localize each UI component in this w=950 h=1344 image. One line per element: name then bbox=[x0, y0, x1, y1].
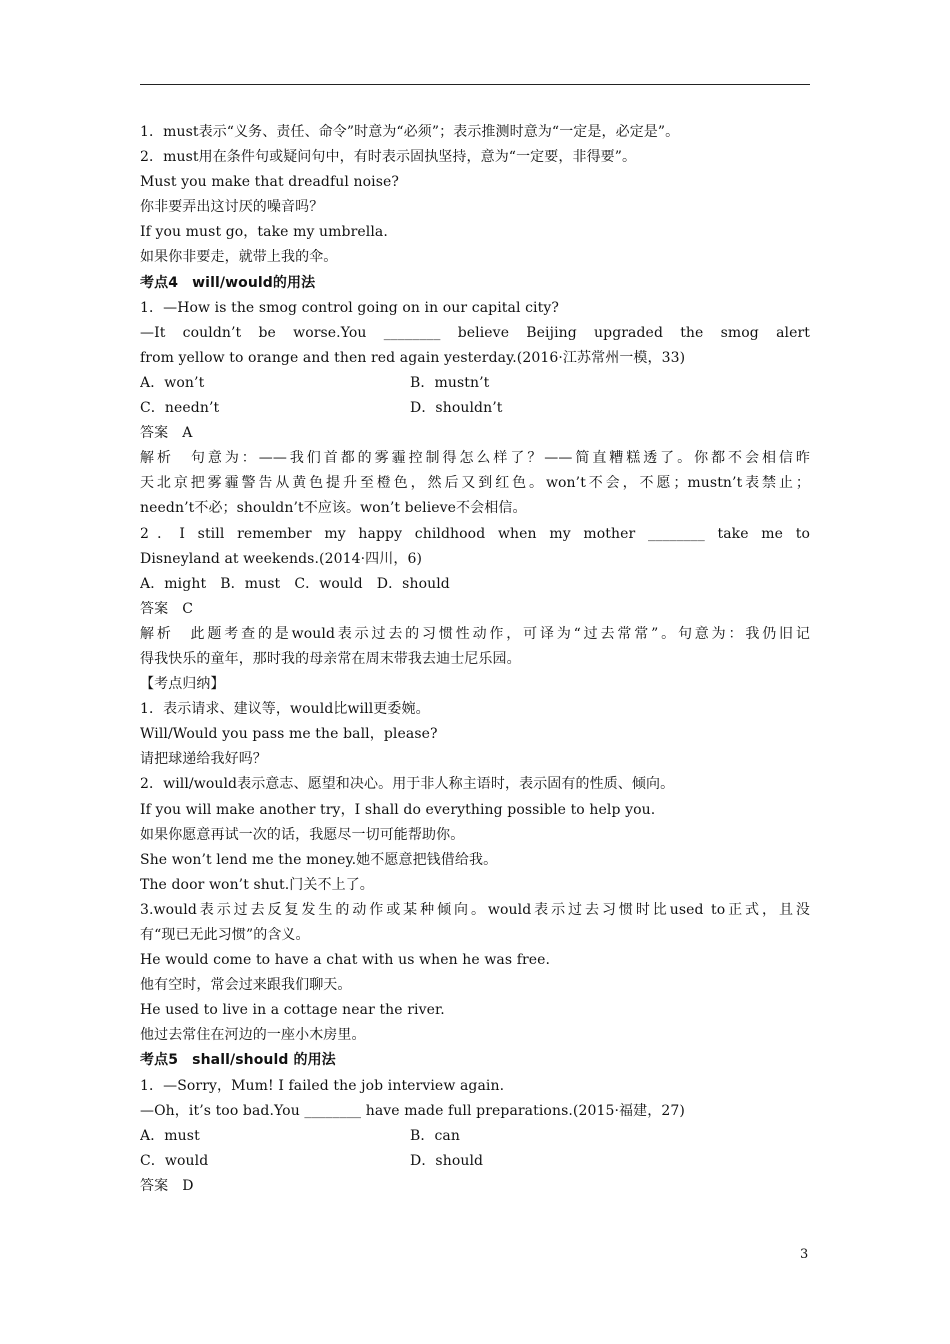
text-line: 你非要弄出这讨厌的噪音吗？ bbox=[140, 199, 324, 216]
text-line: Disneyland at weekends.(2014·四川，6) bbox=[140, 550, 423, 567]
option-left: C．needn’t bbox=[140, 400, 220, 417]
text-line: 解析 此题考查的是would表示过去的习惯性动作，可译为“过去常常”。句意为：我仍旧记 bbox=[140, 625, 810, 642]
text-line: The door won’t shut.门关不上了。 bbox=[140, 876, 374, 893]
text-line: 【考点归纳】 bbox=[140, 676, 225, 693]
answer-options-row bbox=[140, 396, 810, 421]
text-line: 1．—Sorry，Mum! I failed the job interview again. bbox=[140, 1077, 505, 1094]
section-heading: 考点4 will/would的用法 bbox=[140, 274, 316, 291]
answer-options-row bbox=[140, 1124, 810, 1149]
header-rule bbox=[140, 84, 810, 85]
option-left: A．won’t bbox=[140, 374, 205, 391]
text-line: If you will make another try，I shall do everything possible to help you. bbox=[140, 801, 656, 818]
text-line: 请把球递给我好吗？ bbox=[140, 751, 267, 768]
text-line: 如果你愿意再试一次的话，我愿尽一切可能帮助你。 bbox=[140, 826, 465, 843]
text-line: 1．表示请求、建议等，would比will更委婉。 bbox=[140, 701, 430, 718]
option-right: D．shouldn’t bbox=[410, 400, 503, 417]
page-number: 3 bbox=[800, 1247, 809, 1262]
option-left: A．must bbox=[140, 1127, 200, 1144]
text-line: Will/Would you pass me the ball，please? bbox=[140, 726, 438, 743]
text-line: 天北京把雾霾警告从黄色提升至橙色，然后又到红色。won’t不会，不愿；mustn’t表禁止； bbox=[140, 475, 810, 492]
page-content bbox=[140, 120, 810, 1199]
text-line: He would come to have a chat with us when he was free. bbox=[140, 952, 551, 969]
text-line: 答案 A bbox=[140, 425, 193, 442]
text-line: 解析 句意为：——我们首都的雾霾控制得怎么样了？——简直糟糕透了。你都不会相信昨 bbox=[140, 450, 810, 467]
text-line: If you must go，take my umbrella. bbox=[140, 224, 388, 241]
text-line: 答案 C bbox=[140, 600, 194, 617]
answer-options-row bbox=[140, 371, 810, 396]
text-line: —It couldn’t be worse.You ________ believe Beijing upgraded the smog alert bbox=[140, 324, 810, 341]
option-right: B．mustn’t bbox=[410, 374, 490, 391]
text-line: 2．must用在条件句或疑问句中，有时表示固执坚持，意为“一定要，非得要”。 bbox=[140, 149, 637, 166]
text-line: 得我快乐的童年，那时我的母亲常在周末带我去迪士尼乐园。 bbox=[140, 650, 521, 667]
text-line: 有“现已无此习惯”的含义。 bbox=[140, 927, 310, 943]
answer-options-row bbox=[140, 1149, 810, 1174]
text-line: needn’t不必；shouldn’t不应该。won’t believe不会相信。 bbox=[140, 500, 527, 517]
text-line: 2．I still remember my happy childhood when my mother ________ take me to bbox=[140, 525, 810, 542]
option-right: D．should bbox=[410, 1152, 484, 1169]
text-line: from yellow to orange and then red again yesterday.(2016·江苏常州一模，33) bbox=[140, 349, 686, 366]
option-right: B．can bbox=[410, 1127, 460, 1144]
text-line: —Oh，it’s too bad.You ________ have made full preparations.(2015·福建，27) bbox=[140, 1102, 685, 1119]
text-line: 1．must表示“义务、责任、命令”时意为“必须”；表示推测时意为“一定是，必定是”。 bbox=[140, 124, 680, 140]
text-line: 如果你非要走，就带上我的伞。 bbox=[140, 249, 338, 266]
text-line: 他有空时，常会过来跟我们聊天。 bbox=[140, 977, 352, 994]
text-line: Must you make that dreadful noise? bbox=[140, 174, 399, 191]
text-line: 答案 D bbox=[140, 1177, 194, 1194]
text-line: 3.would表示过去反复发生的动作或某种倾向。would表示过去习惯时比used to正式，且没 bbox=[140, 901, 810, 918]
text-line: She won’t lend me the money.她不愿意把钱借给我。 bbox=[140, 851, 498, 868]
section-heading: 考点5 shall/should 的用法 bbox=[140, 1052, 336, 1069]
text-line: 2．will/would表示意志、愿望和决心。用于非人称主语时，表示固有的性质、倾向。 bbox=[140, 776, 675, 793]
text-line: He used to live in a cottage near the river. bbox=[140, 1002, 445, 1019]
text-line: A．might B．must C．would D．should bbox=[140, 575, 450, 592]
text-line: 他过去常住在河边的一座小木房里。 bbox=[140, 1027, 366, 1044]
text-line: 1．—How is the smog control going on in our capital city? bbox=[140, 299, 559, 316]
option-left: C．would bbox=[140, 1152, 209, 1169]
